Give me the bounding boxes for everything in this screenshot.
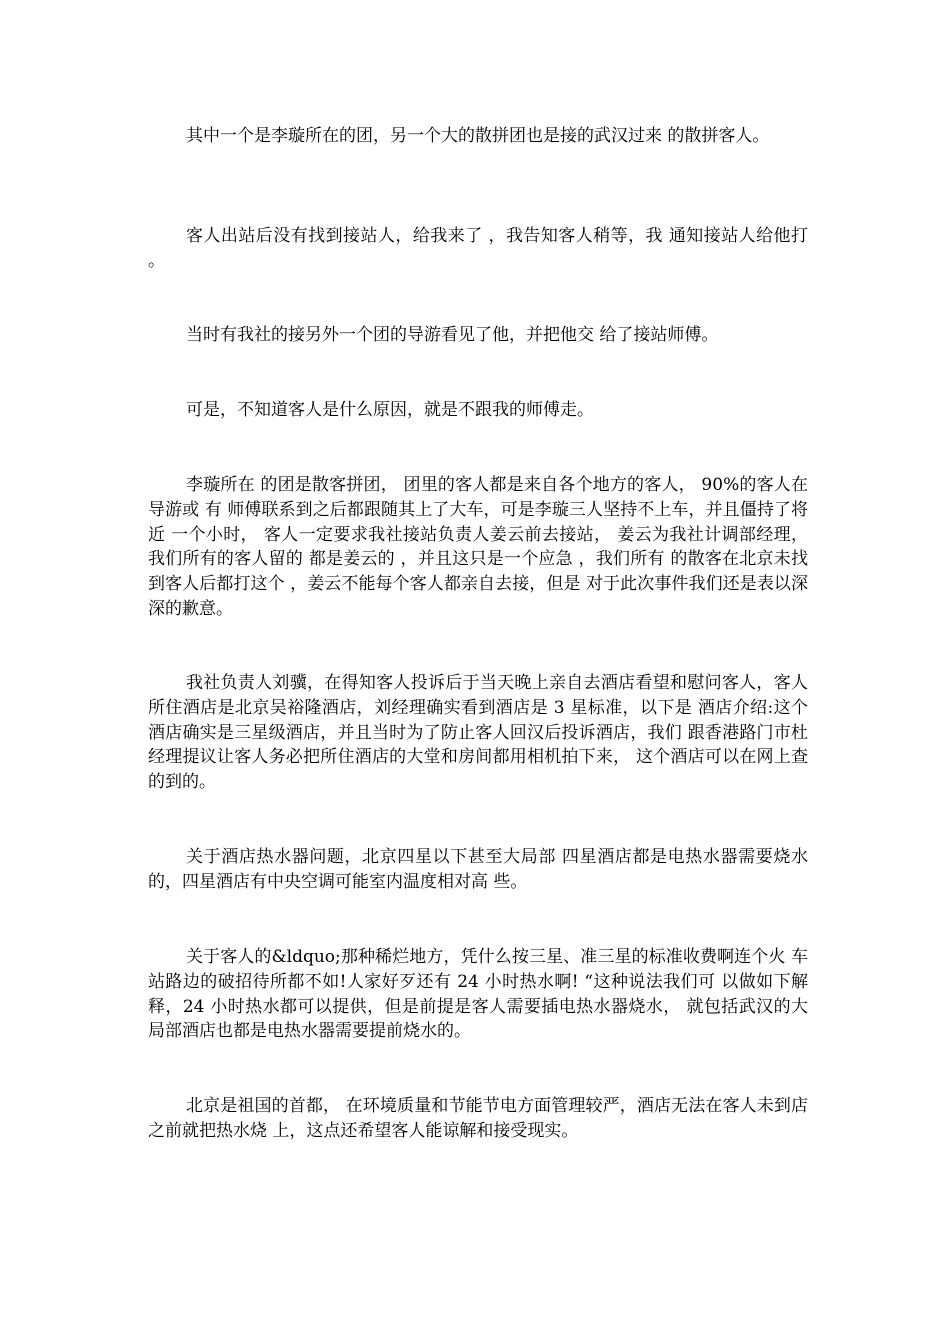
paragraph-7: 关于酒店热水器问题，北京四星以下甚至大局部 四星酒店都是电热水器需要烧水的，四星酒店有中央空调可能室内温度相对高 些。 (148, 847, 808, 892)
paragraph-2: 客人出站后没有找到接站人，给我来了 ，我告知客人稍等，我 通知接站人给他打 。 (148, 226, 808, 271)
paragraph-4: 可是，不知道客人是什么原因，就是不跟我的师傅走。 (186, 400, 594, 420)
paragraph-5: 李璇所在 的团是散客拼团， 团里的客人都是来自各个地方的客人， 90%的客人在导游或 有 师傅联系到之后都跟随其上了大车，可是李璇三人坚持不上车，并且僵持了将近 一个小时， 客人一定要求我社接站负责人姜云前去接站， 姜云为我社计调部经理， 我们所有的客人留的 都是姜云的 ，并且这只是一个应急 ，我们所有 的散客在北京未找到客人后都打这个 ，姜云不能每个客人都亲自去接，但是 对于此次事件我们还是表以深深的歉意。 (148, 475, 808, 619)
paragraph-3: 当时有我社的接另外一个团的导游看见了他，并把他交 给了接站师傅。 (186, 325, 719, 345)
paragraph-6: 我社负责人刘骥，在得知客人投诉后于当天晚上亲自去酒店看望和慰问客人，客人所住酒店是北京吴裕隆酒店，刘经理确实看到酒店是 3 星标准，以下是 酒店介绍:这个酒店确实是三星级酒店，并且当时为了防止客人回汉后投诉酒店，我们 跟香港路门市杜经理提议让客人务必把所住酒店的大堂和房间都用相机拍下来， 这个酒店可以在网上查的到的。 (148, 673, 808, 793)
paragraph-1: 其中一个是李璇所在的团，另一个大的散拼团也是接的武汉过来 的散拼客人。 (186, 126, 770, 146)
paragraph-9: 北京是祖国的首都， 在环境质量和节能节电方面管理较严，酒店无法在客人未到店之前就把热水烧 上，这点还希望客人能谅解和接受现实。 (148, 1096, 808, 1141)
paragraph-8: 关于客人的&ldquo;那种稀烂地方，凭什么按三星、准三星的标准收费啊连个火 车站路边的破招待所都不如!人家好歹还有 24 小时热水啊! “这种说法我们可 以做如下解释，24 小时热水都可以提供，但是前提是客人需要插电热水器烧水， 就包括武汉的大局部酒店也都是电热水器需要提前烧水的。 (148, 947, 808, 1042)
